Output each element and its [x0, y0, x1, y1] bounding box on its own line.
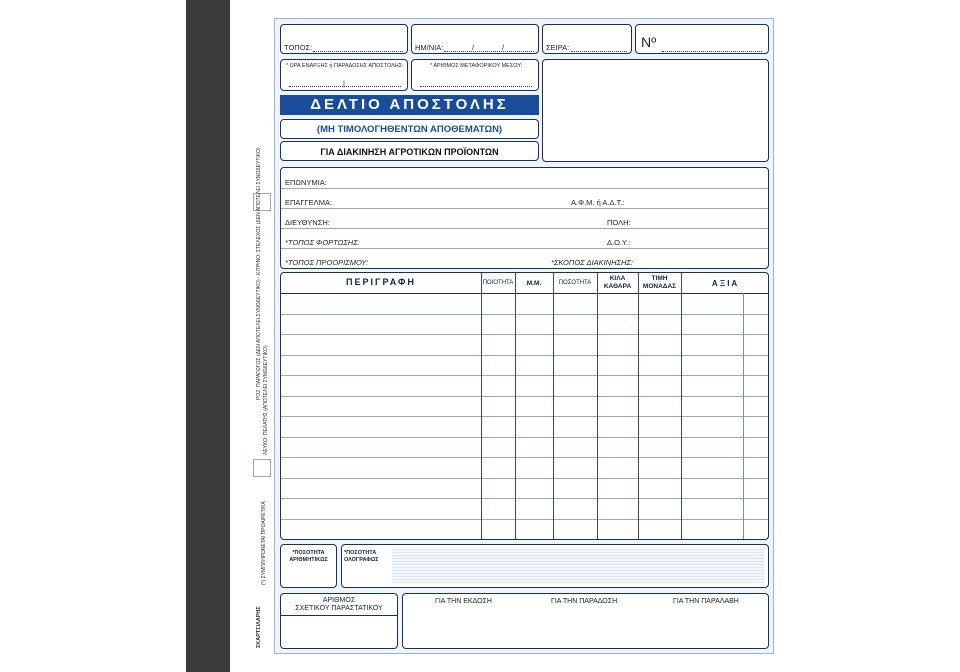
- form-subtitle-2: ΓΙΑ ΔΙΑΚΙΝΗΣΗ ΑΓΡΟΤΙΚΩΝ ΠΡΟΪΟΝΤΩΝ: [320, 147, 499, 157]
- topos-label: ΤΟΠΟΣ:: [284, 43, 313, 52]
- receipt-signature-label: ΓΙΑ ΤΗΝ ΠΑΡΑΛΑΒΗ: [673, 598, 739, 605]
- tax-office-label: Δ.Ο.Υ.:: [607, 238, 631, 247]
- number-box: [635, 24, 769, 54]
- ora-mark: |: [343, 79, 345, 88]
- col-quality: ΠΟΙΟΤΗΤΑ: [482, 280, 514, 286]
- optional-note: (*) ΣΥΜΠΛΗΡΩΝΕΤΑΙ ΠΡΟΑΙΡΕΤΙΚΑ: [261, 501, 267, 585]
- issue-signature-label: ΓΙΑ ΤΗΝ ΕΚΔΟΣΗ: [435, 598, 492, 605]
- customer-line-2: [281, 208, 768, 209]
- table-row-line: [281, 314, 768, 315]
- col-net-kilos-1: ΚΙΛΑ: [609, 275, 626, 282]
- col-unit: Μ.Μ.: [526, 280, 542, 287]
- written-quantity-label-1: *ΠΟΣΟΤΗΤΑ: [344, 550, 377, 556]
- col-divider-2: [515, 273, 516, 539]
- customer-line-3: [281, 228, 768, 229]
- subtitle-box-2: [280, 141, 539, 161]
- loading-place-label: *ΤΟΠΟΣ ΦΟΡΤΩΣΗΣ:: [285, 238, 360, 247]
- vehicle-label: * ΑΡΙΘΜΟΣ ΜΕΤΑΦΟΡΙΚΟΥ ΜΕΣΟΥ:: [430, 63, 523, 69]
- col-divider-6: [681, 273, 682, 539]
- destination-label: *ΤΟΠΟΣ ΠΡΟΟΡΙΣΜΟΥ:: [285, 258, 369, 267]
- written-quantity-box: [341, 544, 769, 588]
- table-row-line: [281, 396, 768, 397]
- address-label: ΔΙΕΥΘΥΝΣΗ:: [285, 218, 330, 227]
- eponymia-label: ΕΠΩΝΥΜΙΑ:: [285, 178, 327, 187]
- table-row-line: [281, 498, 768, 499]
- table-row-line: [281, 375, 768, 376]
- table-row-line: [281, 519, 768, 520]
- ora-label: * ΩΡΑ ΕΝΑΡΞΗΣ ή ΠΑΡΑΔΟΣΗΣ ΑΠΟΣΤΟΛΗΣ:: [286, 63, 404, 69]
- table-row-line: [281, 478, 768, 479]
- date-label: ΗΜ/ΝΙΑ:: [415, 43, 444, 52]
- col-divider-5: [638, 273, 639, 539]
- written-quantity-field[interactable]: [392, 549, 764, 583]
- related-doc-line: [281, 615, 397, 616]
- date-sep-1: /: [472, 43, 475, 52]
- subtitle-box-1: [280, 119, 539, 139]
- seira-line[interactable]: [571, 51, 627, 52]
- form-title: ΔΕΛΤΙΟ ΑΠΟΣΤΟΛΗΣ: [280, 95, 539, 115]
- date-sep-2: /: [502, 43, 505, 52]
- seira-box: [542, 24, 632, 54]
- table-row-line: [281, 437, 768, 438]
- col-divider-1: [481, 273, 482, 539]
- col-value: Α Ξ Ι Α: [711, 279, 738, 288]
- table-row-line: [281, 334, 768, 335]
- numeric-quantity-label-1: *ΠΟΣΟΤΗΤΑ: [292, 550, 325, 556]
- col-quantity: ΠΟΣΟΤΗΤΑ: [558, 280, 592, 286]
- brand-mark: ΣΚΑΡΤΣΙΛΑΡΗΣ: [256, 606, 262, 648]
- col-divider-3: [553, 273, 554, 539]
- number-line[interactable]: [662, 51, 762, 52]
- col-divider-4: [597, 273, 598, 539]
- numeric-quantity-box: [280, 544, 337, 588]
- customer-box: [280, 167, 769, 269]
- ora-box: [280, 59, 408, 91]
- city-label: ΠΟΛΗ:: [607, 218, 631, 227]
- related-doc-label-1: ΑΡΙΘΜΟΣ: [322, 597, 356, 604]
- col-net-kilos-2: ΚΑΘΑΡΑ: [603, 283, 632, 290]
- number-sign: Nº: [641, 34, 657, 50]
- table-row-line: [281, 457, 768, 458]
- col-cents-divider: [743, 293, 744, 539]
- numeric-quantity-label-2: ΑΡΙΘΜΗΤΙΚΩΣ: [289, 557, 328, 563]
- items-table: [280, 272, 769, 540]
- vehicle-line[interactable]: [420, 86, 532, 87]
- col-description: ΠΕΡΙΓΡΑΦΗ: [346, 277, 416, 287]
- seira-label: ΣΕΙΡΑ:: [546, 43, 570, 52]
- table-row-line: [281, 416, 768, 417]
- signatures-box: [402, 593, 769, 649]
- binder-spine: [186, 0, 230, 672]
- customer-line-1: [281, 188, 768, 189]
- delivery-signature-label: ΓΙΑ ΤΗΝ ΠΑΡΑΔΟΣΗ: [551, 598, 618, 605]
- table-row-line: [281, 355, 768, 356]
- copies-note: ΡΟΖ: ΠΑΡΑΓΩΓΟΣ (ΔΕΝ ΑΠΟΤΕΛΕΙ ΣΥΝΟΔΕΥΤΙΚΟ) - ΚΙΤΡΙΝΟ: ΣΤΕΛΕΧΟΣ (ΔΕΝ ΑΠΟΤΕΛΕΙ ΣΥΝΟΔΕΥΤΙΚΟ): [256, 147, 262, 400]
- afm-label: Α.Φ.Μ. ή Α.Δ.Τ.:: [571, 198, 625, 207]
- form-sheet: [274, 18, 774, 654]
- epaggelma-label: ΕΠΑΓΓΕΛΜΑ:: [285, 198, 333, 207]
- side-mark-middle: [253, 459, 271, 477]
- customer-line-4: [281, 248, 768, 249]
- form-subtitle-1: (ΜΗ ΤΙΜΟΛΟΓΗΘΕΝΤΩΝ ΑΠΟΘΕΜΑΤΩΝ): [316, 124, 503, 135]
- vehicle-box: [411, 59, 539, 91]
- col-unit-price-2: ΜΟΝΑΔΑΣ: [642, 283, 677, 290]
- related-doc-box: [280, 593, 398, 649]
- table-header-line: [281, 293, 768, 294]
- date-box: [411, 24, 539, 54]
- written-quantity-label-2: ΟΛΟΓΡΑΦΩΣ: [344, 557, 379, 563]
- topos-line[interactable]: [313, 51, 403, 52]
- topos-box: [280, 24, 408, 54]
- related-doc-label-2: ΣΧΕΤΙΚΟΥ ΠΑΡΑΣΤΑΤΙΚΟΥ: [295, 605, 383, 612]
- purpose-label: *ΣΚΟΠΟΣ ΔΙΑΚΙΝΗΣΗΣ:: [551, 258, 633, 267]
- date-line[interactable]: [444, 51, 534, 52]
- copies-note-2: ΛΕΥΚΟ: ΠΕΛΑΤΗΣ (ΑΠΟΤΕΛΕΙ ΣΥΝΟΔΕΥΤΙΚΟ): [263, 345, 269, 455]
- stamp-box: [542, 59, 769, 162]
- ora-line[interactable]: [289, 86, 401, 87]
- col-unit-price-1: ΤΙΜΗ: [651, 275, 668, 282]
